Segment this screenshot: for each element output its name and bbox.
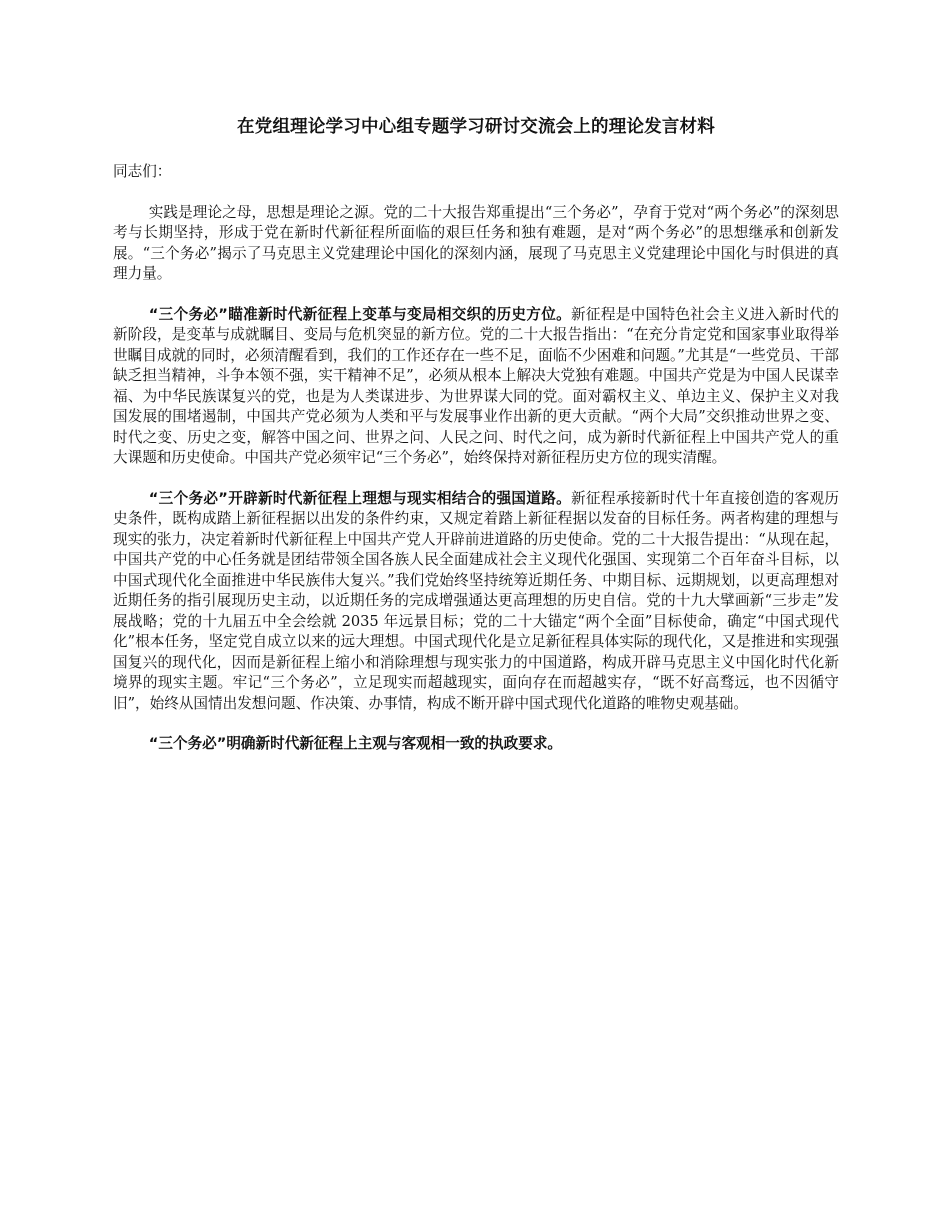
paragraph-intro (113, 203, 839, 285)
paragraph-governing-requirements-heading: “三个务必”明确新时代新征程上主观与客观相一致的执政要求。 (148, 735, 562, 752)
paragraph-historical-position-heading: “三个务必”瞄准新时代新征程上变革与变局相交织的历史方位。 (148, 305, 572, 323)
paragraph-road-to-strength-text: 新征程承接新时代十年直接创造的客观历史条件，既构成踏上新征程据以出发的条件约束，又规定着踏上新征程据以发奋的目标任务。两者构建的理想与现实的张力，决定着新时代新征程上中国共产党人开辟前进道路的历史使命。党的二十大报告提出：“从现在起，中国共产党的中心任务就是团结带领全国各族人民全面建成社会主义现代化强国、实现第二个百年奋斗目标，以中国式现代化全面推进中华民族伟大复兴。”我们党始终坚持统筹近期任务、中期目标、远期规划，以更高理想对近期任务的指引展现历史主动，以近期任务的完成增强通达更高理想的历史自信。党的十九大擘画新“三步走”发展战略；党的十九届五中全会绘就 2035 年远景目标；党的二十大锚定“两个全面”目标使命，确定“中国式现代化”根本任务，坚定党自成立以来的远大理想。中国式现代化是立足新征程具体实际的现代化，又是推进和实现强国复兴的现代化，因而是新征程上缩小和消除理想与现实张力的中国道路，构成开辟马克思主义中国化时代化新境界的现实主题。牢记“三个务必”，立足现实而超越现实，面向存在而超越实存，“既不好高骛远，也不因循守旧”，始终从国情出发想问题、作决策、办事情，构成不断开辟中国式现代化道路的唯物史观基础。 (113, 489, 839, 712)
paragraph-road-to-strength (113, 489, 839, 715)
salutation: 同志们： (113, 163, 172, 180)
paragraph-intro-text: 实践是理论之母，思想是理论之源。党的二十大报告郑重提出“三个务必”，孕育于党对“两个务必”的深刻思考与长期坚持，形成于党在新时代新征程所面临的艰巨任务和独有难题，是对“两个务必”的思想继承和创新发展。“三个务必”揭示了马克思主义党建理论中国化的深刻内涵，展现了马克思主义党建理论中国化与时俱进的真理力量。 (113, 203, 839, 282)
paragraph-governing-requirements (113, 734, 839, 755)
document-page (113, 112, 839, 775)
paragraph-historical-position (113, 305, 839, 469)
document-title: 在党组理论学习中心组专题学习研讨交流会上的理论发言材料 (237, 117, 715, 137)
paragraph-historical-position-text: 新征程是中国特色社会主义进入新时代的新阶段，是变革与成就瞩目、变局与危机突显的新方位。党的二十大报告指出：“在充分肯定党和国家事业取得举世瞩目成就的同时，必须清醒看到，我们的工作还存在一些不足，面临不少困难和问题。”尤其是“一些党员、干部缺乏担当精神，斗争本领不强，实干精神不足”，必须从根本上解决大党独有难题。中国共产党是为中国人民谋幸福、为中华民族谋复兴的党，也是为人类谋进步、为世界谋大同的党。面对霸权主义、单边主义、保护主义对我国发展的围堵遏制，中国共产党必须为人类和平与发展事业作出新的更大贡献。“两个大局”交织推动世界之变、时代之变、历史之变，解答中国之问、世界之问、人民之问、时代之问，成为新时代新征程上中国共产党人的重大课题和历史使命。中国共产党必须牢记“三个务必”，始终保持对新征程历史方位的现实清醒。 (113, 305, 839, 466)
paragraph-road-to-strength-heading: “三个务必”开辟新时代新征程上理想与现实相结合的强国道路。 (148, 489, 572, 507)
